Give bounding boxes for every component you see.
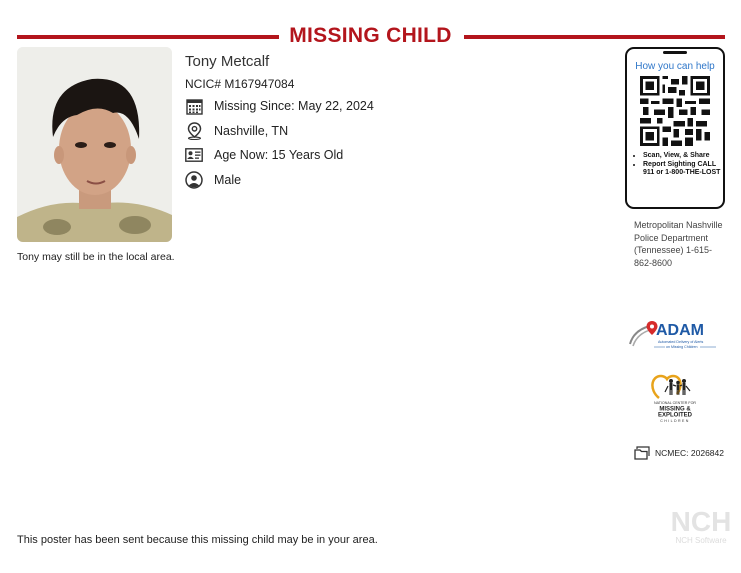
id-card-icon bbox=[185, 146, 203, 164]
help-step-report: • Report Sighting CALL 911 or 1-800-THE-LOST bbox=[643, 161, 723, 178]
help-card bbox=[625, 47, 725, 209]
adam-logo-tagline-line2: on Missing Children bbox=[666, 345, 698, 349]
local-area-note: Tony may still be in the local area. bbox=[17, 251, 175, 263]
footer-note: This poster has been sent because this missing child may be in your area. bbox=[17, 534, 378, 546]
nch-watermark bbox=[670, 502, 732, 546]
agency-contact: Metropolitan Nashville Police Department (Tennessee) 1-615-862-8600 bbox=[634, 220, 723, 268]
age-row bbox=[185, 145, 344, 165]
location: Nashville, TN bbox=[214, 124, 289, 138]
ncmec-logo-line3: EXPLOITED bbox=[657, 412, 693, 419]
portrait-image bbox=[17, 47, 172, 242]
adam-logo-name: ADAM bbox=[656, 322, 704, 339]
ncmec-case-number: NCMEC: 2026842 bbox=[655, 448, 724, 458]
qr-code-icon[interactable] bbox=[640, 76, 710, 146]
missing-since: Missing Since: May 22, 2024 bbox=[214, 99, 374, 113]
nch-watermark-sub: NCH Software bbox=[675, 536, 727, 545]
poster-title: MISSING CHILD bbox=[289, 24, 452, 47]
ncmec-logo-line2: MISSING & bbox=[659, 406, 691, 413]
adam-logo-tagline-line1: Automated Delivery of Alerts bbox=[658, 340, 704, 344]
sex-row bbox=[185, 170, 242, 190]
missing-since-row bbox=[185, 96, 374, 116]
ncic-number: NCIC# M167947084 bbox=[185, 77, 295, 91]
help-step-share: • Scan, View, & Share bbox=[643, 152, 723, 161]
ncmec-logo bbox=[645, 368, 705, 428]
adam-logo bbox=[628, 318, 720, 352]
phone-notch bbox=[663, 51, 687, 54]
child-photo bbox=[17, 47, 172, 242]
location-pin-icon bbox=[185, 122, 203, 140]
nch-watermark-name: NCH bbox=[670, 506, 732, 537]
ncmec-logo-line1: NATIONAL CENTER FOR bbox=[654, 401, 696, 405]
help-steps bbox=[633, 152, 723, 178]
calendar-icon bbox=[185, 97, 203, 115]
child-name: Tony Metcalf bbox=[185, 53, 270, 70]
sex: Male bbox=[214, 173, 242, 187]
location-row bbox=[185, 121, 289, 141]
ncmec-logo-line4: CHILDREN bbox=[660, 419, 690, 423]
person-icon bbox=[185, 171, 203, 189]
ncmec-case bbox=[634, 446, 724, 460]
help-card-title: How you can help bbox=[635, 61, 715, 72]
folder-icon bbox=[634, 446, 651, 460]
age-now: Age Now: 15 Years Old bbox=[214, 148, 344, 162]
